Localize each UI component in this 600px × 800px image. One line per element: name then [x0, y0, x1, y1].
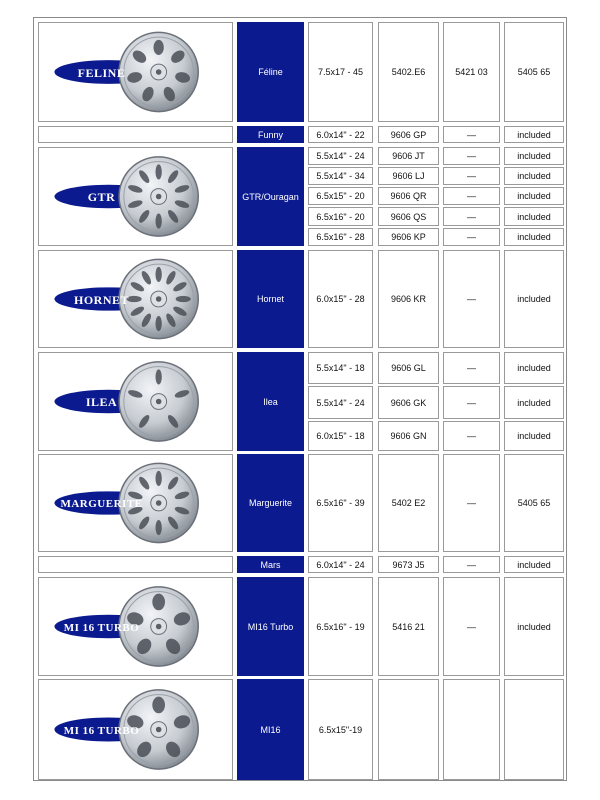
spec-ref2: — — [443, 577, 500, 676]
spec-size: 6.5x16" - 20 — [308, 207, 373, 226]
model-name: Hornet — [237, 250, 304, 348]
spec-ref2: — — [443, 228, 500, 246]
spec-ref2: — — [443, 250, 500, 348]
spec-ref3: included — [504, 352, 564, 384]
spec-ref2: 5421 03 — [443, 22, 500, 122]
wheel-image — [38, 577, 233, 676]
spec-ref3: 5405 65 — [504, 22, 564, 122]
model-name: GTR/Ouragan — [237, 147, 304, 246]
spec-size: 6.5x16" - 39 — [308, 454, 373, 552]
spec-ref1: 5402 E2 — [378, 454, 439, 552]
spec-size: 5.5x14" - 34 — [308, 167, 373, 185]
spec-ref2: — — [443, 556, 500, 573]
wheel-image — [38, 147, 233, 246]
spec-size: 7.5x17 - 45 — [308, 22, 373, 122]
wheel-catalog-table — [33, 17, 567, 781]
spec-ref1: 9606 QR — [378, 187, 439, 205]
wheel-image — [38, 679, 233, 780]
wheel-image — [38, 250, 233, 348]
model-name: MI16 — [237, 679, 304, 780]
model-name: Funny — [237, 126, 304, 143]
wheel-image — [38, 454, 233, 552]
spec-ref1: 9606 GK — [378, 386, 439, 419]
wheel-logo-label: MI 16 TURBO — [63, 724, 140, 737]
spec-ref2: — — [443, 187, 500, 205]
spec-size: 6.0x15" - 28 — [308, 250, 373, 348]
wheel-logo-label: MARGUERITE — [60, 498, 143, 510]
spec-ref2: — — [443, 421, 500, 451]
spec-ref2: — — [443, 454, 500, 552]
spec-ref3: included — [504, 577, 564, 676]
spec-ref1: 9673 J5 — [378, 556, 439, 573]
model-name: MI16 Turbo — [237, 577, 304, 676]
spec-ref1: 9606 GP — [378, 126, 439, 143]
spec-ref3: included — [504, 228, 564, 246]
empty-image-cell — [38, 556, 233, 573]
spec-ref3: included — [504, 250, 564, 348]
spec-ref1: 9606 GN — [378, 421, 439, 451]
spec-ref1: 9606 QS — [378, 207, 439, 226]
spec-size: 6.0x14" - 24 — [308, 556, 373, 573]
spec-ref3 — [504, 679, 564, 780]
wheel-logo-label: ILEA — [85, 395, 118, 409]
spec-ref1: 9606 GL — [378, 352, 439, 384]
wheel-logo-label: MI 16 TURBO — [63, 621, 140, 634]
spec-ref2: — — [443, 126, 500, 143]
wheel-image — [38, 22, 233, 122]
spec-ref3: included — [504, 187, 564, 205]
spec-ref3: included — [504, 126, 564, 143]
spec-size: 5.5x14" - 18 — [308, 352, 373, 384]
model-name: Mars — [237, 556, 304, 573]
spec-ref1: 9606 KP — [378, 228, 439, 246]
spec-ref3: included — [504, 207, 564, 226]
spec-ref2: — — [443, 207, 500, 226]
spec-ref1: 9606 KR — [378, 250, 439, 348]
spec-size: 6.5x15" - 20 — [308, 187, 373, 205]
spec-size: 6.0x14" - 22 — [308, 126, 373, 143]
wheel-logo-label: HORNET — [73, 292, 129, 307]
model-name: Ilea — [237, 352, 304, 451]
spec-ref3: included — [504, 147, 564, 165]
spec-ref2: — — [443, 167, 500, 185]
spec-ref1: 5402.E6 — [378, 22, 439, 122]
spec-ref3: 5405 65 — [504, 454, 564, 552]
spec-size: 6.5x16" - 28 — [308, 228, 373, 246]
spec-ref1: 5416 21 — [378, 577, 439, 676]
spec-size: 6.0x15" - 18 — [308, 421, 373, 451]
spec-size: 5.5x14" - 24 — [308, 147, 373, 165]
spec-ref1: 9606 LJ — [378, 167, 439, 185]
spec-ref3: included — [504, 421, 564, 451]
spec-ref2 — [443, 679, 500, 780]
spec-ref3: included — [504, 556, 564, 573]
spec-ref1: 9606 JT — [378, 147, 439, 165]
model-name: Marguerite — [237, 454, 304, 552]
spec-ref3: included — [504, 386, 564, 419]
spec-size: 6.5x16" - 19 — [308, 577, 373, 676]
spec-ref3: included — [504, 167, 564, 185]
spec-size: 5.5x14" - 24 — [308, 386, 373, 419]
spec-size: 6.5x15"-19 — [308, 679, 373, 780]
spec-ref1 — [378, 679, 439, 780]
spec-ref2: — — [443, 352, 500, 384]
model-name: Féline — [237, 22, 304, 122]
wheel-logo-label: FELINE — [77, 65, 126, 80]
wheel-image — [38, 352, 233, 451]
spec-ref2: — — [443, 147, 500, 165]
empty-image-cell — [38, 126, 233, 143]
spec-ref2: — — [443, 386, 500, 419]
wheel-logo-label: GTR — [87, 190, 116, 204]
